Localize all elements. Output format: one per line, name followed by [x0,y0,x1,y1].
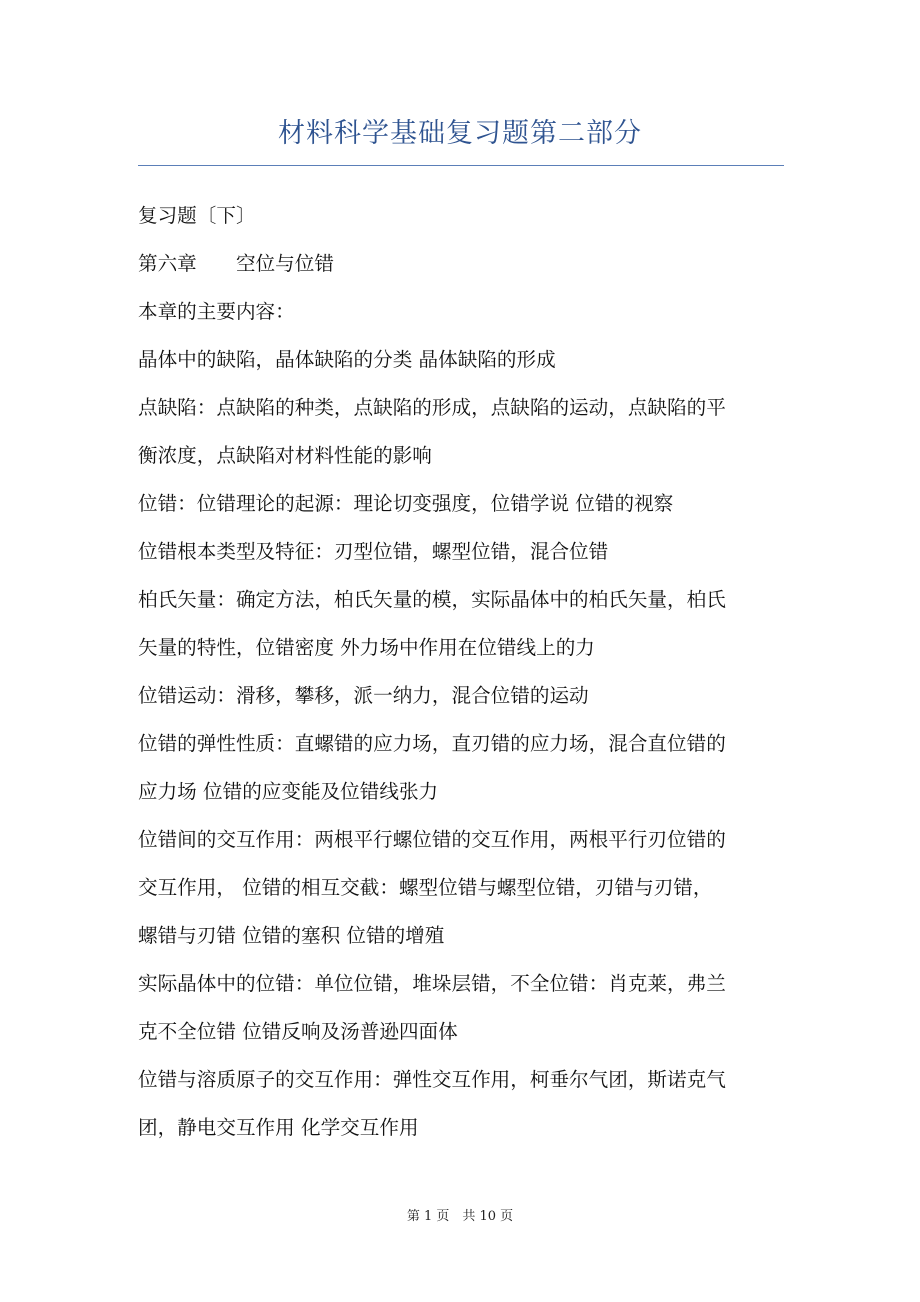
text-line: 柏氏矢量：确定方法，柏氏矢量的模，实际晶体中的柏氏矢量，柏氏 [138,588,726,611]
text-line: 矢量的特性，位错密度 外力场中作用在位错线上的力 [138,636,595,659]
text-line: 第六章 空位与位错 [138,252,334,275]
text-line: 衡浓度，点缺陷对材料性能的影响 [138,444,432,467]
document-title: 材料科学基础复习题第二部分 [278,118,642,149]
text-line: 晶体中的缺陷，晶体缺陷的分类 晶体缺陷的形成 [138,348,556,371]
text-line: 位错与溶质原子的交互作用：弹性交互作用，柯垂尔气团，斯诺克气 [138,1068,726,1091]
text-line: 应力场 位错的应变能及位错线张力 [138,780,439,803]
text-line: 团，静电交互作用 化学交互作用 [138,1116,419,1139]
text-line: 交互作用， 位错的相互交截：螺型位错与螺型位错，刃错与刃错， [138,876,713,899]
text-line: 位错运动：滑移，攀移，派一纳力，混合位错的运动 [138,684,589,707]
page-footer: 第 1 页 共 10 页 [406,1209,514,1224]
text-line: 位错：位错理论的起源：理论切变强度，位错学说 位错的视察 [138,492,674,515]
text-line: 点缺陷：点缺陷的种类，点缺陷的形成，点缺陷的运动，点缺陷的平 [138,396,726,419]
text-line: 实际晶体中的位错：单位位错，堆垛层错，不全位错：肖克莱，弗兰 [138,972,726,995]
text-line: 克不全位错 位错反响及汤普逊四面体 [138,1020,458,1043]
text-line: 本章的主要内容： [138,300,295,323]
title-underline [138,165,784,166]
text-line: 复习题〔下〕 [138,204,256,227]
text-line: 位错的弹性性质：直螺错的应力场，直刃错的应力场，混合直位错的 [138,732,726,755]
text-line: 位错根本类型及特征：刃型位错，螺型位错，混合位错 [138,540,609,563]
text-line: 位错间的交互作用：两根平行螺位错的交互作用，两根平行刃位错的 [138,828,726,851]
text-line: 螺错与刃错 位错的塞积 位错的增殖 [138,924,445,947]
